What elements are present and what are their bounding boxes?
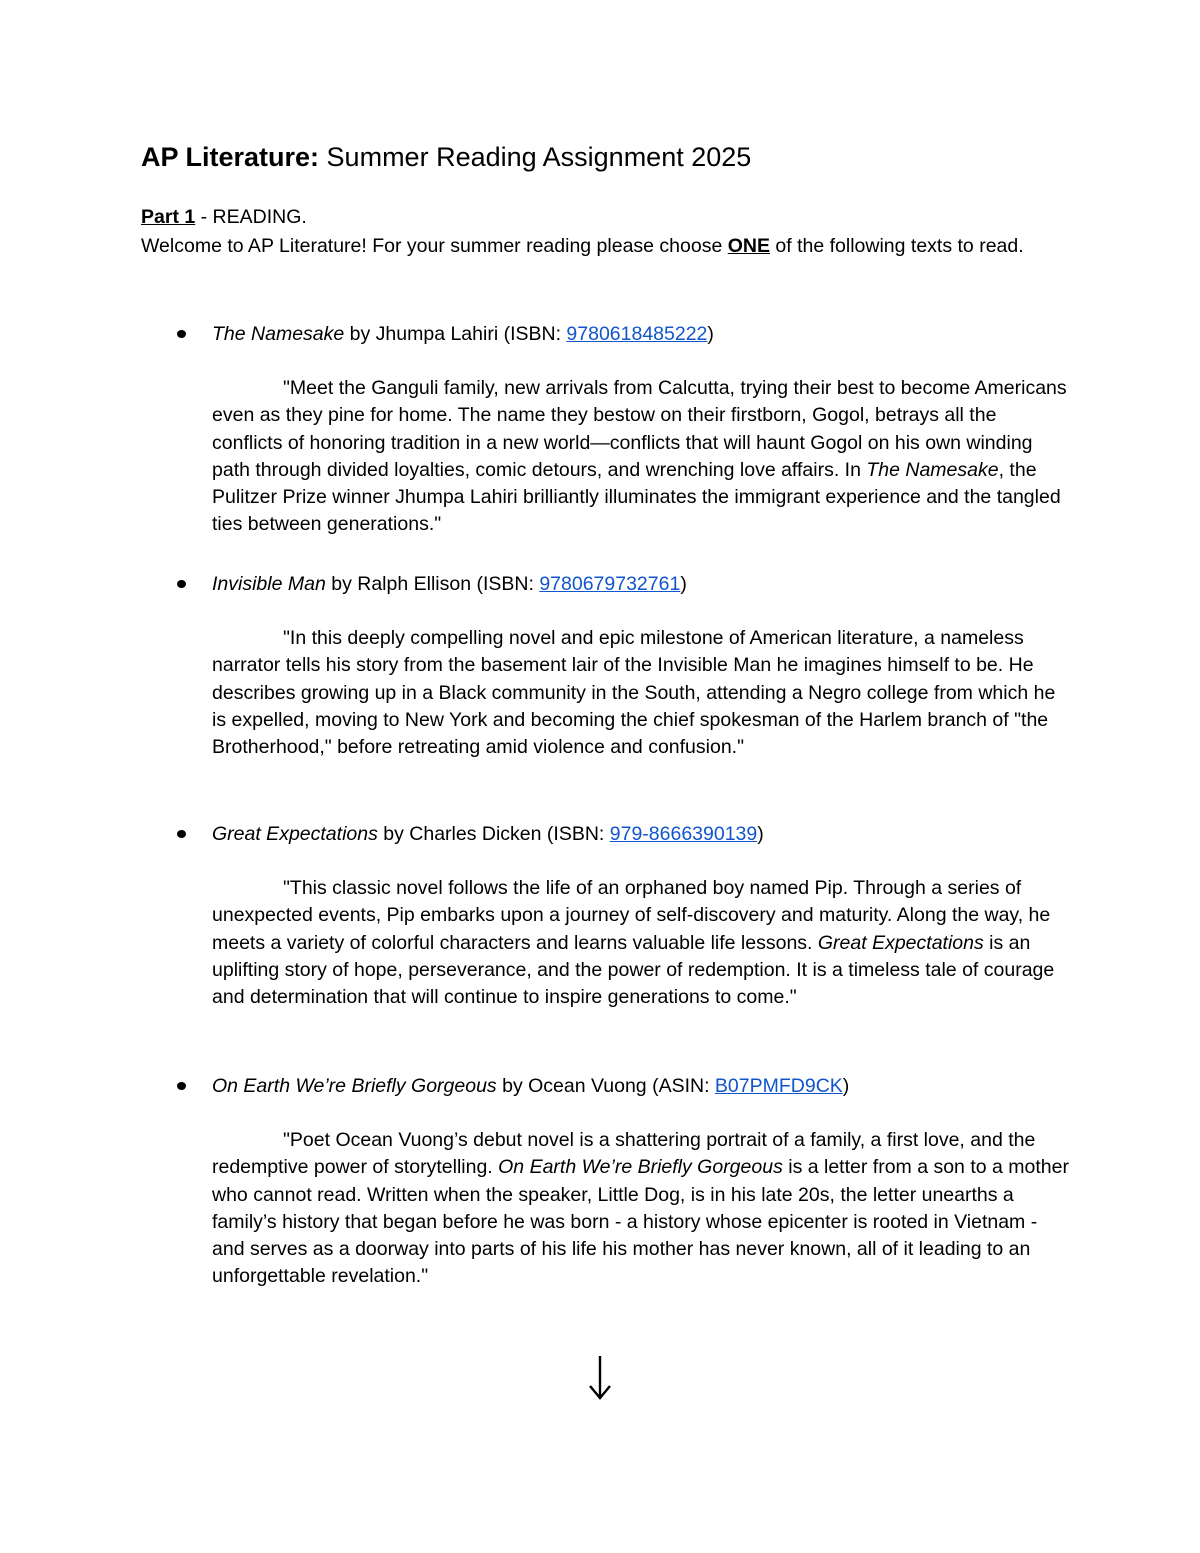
description-text: "Meet the Ganguli family, new arrivals from Calcutta, trying their best to become Americans even as they pine for home. The name they bestow on their firstborn, Gogol, betrays all the conflicts of honoring tradition in a new world—conflicts that will haunt Gogol on his own winding path through divided loyalties, comic detours, and wrenching love affairs. In — [212, 377, 1067, 481]
asin-link[interactable]: B07PMFD9CK — [714, 1075, 843, 1097]
book-description — [212, 375, 1072, 539]
book-code-label: ISBN: — [510, 323, 567, 345]
description-text-end: is an uplifting story of hope, perseverance, and the power of redemption. It is a timeless tale of courage and determination that will continue to inspire generations to come." — [212, 931, 1055, 1009]
description-text: "Poet Ocean Vuong’s debut novel is a shattering portrait of a family, a first love, and the redemptive power of storytelling. — [212, 1129, 1036, 1179]
book-description — [212, 1127, 1072, 1291]
book-code-label: ISBN: — [553, 823, 610, 845]
book-heading — [141, 1072, 1071, 1100]
book-description — [212, 875, 1072, 1011]
book-close: ) — [757, 823, 764, 845]
book-entry-great-expectations — [141, 820, 1071, 1011]
book-author: by Jhumpa Lahiri ( — [344, 323, 511, 345]
description-text-end: , the Pulitzer Prize winner Jhumpa Lahiri brilliantly illuminates the immigrant experience and the tangled ties between generations." — [212, 458, 1061, 536]
description-italic-title: The Namesake — [866, 458, 999, 481]
bullet-dot-icon — [177, 830, 186, 838]
arrow-down-icon — [585, 1352, 615, 1402]
book-description — [212, 625, 1072, 761]
book-close: ) — [707, 323, 714, 345]
isbn-link[interactable]: 9780618485222 — [566, 323, 708, 345]
book-title: Great Expectations — [212, 823, 378, 845]
intro-paragraph — [141, 232, 1061, 261]
book-title: On Earth We’re Briefly Gorgeous — [212, 1075, 497, 1097]
book-entry-invisible-man — [141, 570, 1071, 761]
book-author: by Charles Dicken ( — [377, 823, 554, 845]
bullet-dot-icon — [177, 580, 186, 588]
intro-section — [141, 203, 1061, 261]
book-entry-namesake — [141, 320, 1071, 539]
description-text-end: is a letter from a son to a mother who cannot read. Written when the speaker, Little Dog, is in his late 20s, the letter unearths a family’s history that began before he was born - a history whose epicenter is rooted in Vietnam - and serves as a doorway into parts of his life his mother has never known, all of it leading to an unforgettable revelation." — [212, 1156, 1069, 1288]
book-close: ) — [842, 1075, 850, 1097]
intro-text-after: of the following texts to read. — [770, 235, 1024, 257]
page-title — [141, 139, 751, 175]
isbn-link[interactable]: 979-8666390139 — [609, 823, 758, 845]
book-heading — [141, 320, 1071, 348]
part-suffix: - READING. — [195, 206, 307, 228]
intro-emphasis: ONE — [727, 235, 770, 257]
isbn-link[interactable]: 9780679732761 — [539, 573, 681, 595]
intro-text-before: Welcome to AP Literature! For your summer reading please choose — [141, 235, 728, 257]
title-assignment: Summer Reading Assignment 2025 — [319, 142, 752, 172]
book-entry-on-earth — [141, 1072, 1071, 1291]
book-title: The Namesake — [212, 323, 345, 345]
description-italic-title: Great Expectations — [817, 931, 984, 954]
book-close: ) — [680, 573, 687, 595]
part-label: Part 1 — [141, 206, 196, 228]
bullet-dot-icon — [177, 330, 186, 338]
book-author: by Ocean Vuong ( — [496, 1075, 659, 1097]
description-text: "This classic novel follows the life of an orphaned boy named Pip. Through a series of unexpected events, Pip embarks upon a journey of self-discovery and maturity. Along the way, he meets a variety of colorful characters and learns valuable life lessons. — [212, 877, 1051, 954]
book-title: Invisible Man — [212, 573, 326, 595]
book-author: by Ralph Ellison ( — [325, 573, 483, 595]
title-course: AP Literature: — [141, 142, 320, 172]
book-code-label: ASIN: — [658, 1075, 715, 1097]
description-italic-title: On Earth We’re Briefly Gorgeous — [498, 1156, 783, 1179]
part-heading — [141, 203, 1061, 232]
book-heading — [141, 570, 1071, 598]
bullet-dot-icon — [177, 1082, 186, 1090]
book-heading — [141, 820, 1071, 848]
description-text: "In this deeply compelling novel and epic milestone of American literature, a nameless narrator tells his story from the basement lair of the Invisible Man he imagines himself to be. He describes growing up in a Black community in the South, attending a Negro college from which he is expelled, moving to New York and becoming the chief spokesman of the Harlem branch of "the Brotherhood," before retreating amid violence and confusion." — [212, 627, 1056, 759]
book-code-label: ISBN: — [482, 573, 540, 595]
